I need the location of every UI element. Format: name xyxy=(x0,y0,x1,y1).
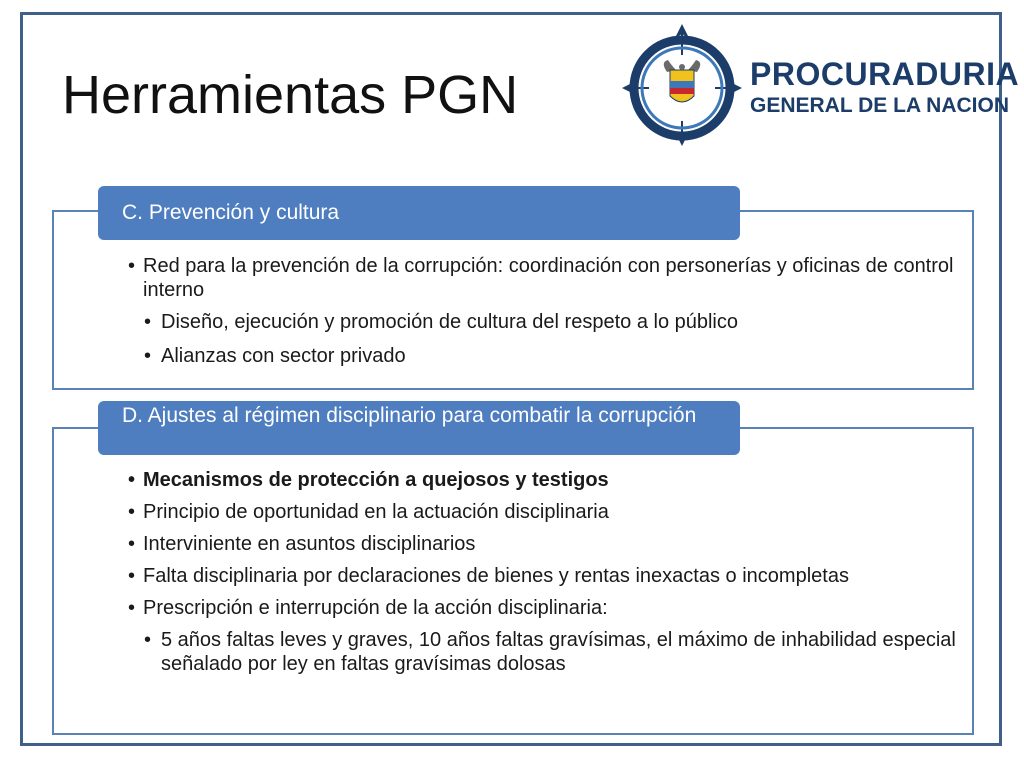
section-c-header: C. Prevención y cultura xyxy=(98,186,740,240)
list-item: • 5 años faltas leves y graves, 10 años faltas gravísimas, el máximo de inhabilidad especial señalado por ley en faltas gravísimas dolosas xyxy=(110,628,960,676)
procuraduria-logo xyxy=(620,22,1020,148)
logo-line-2: GENERAL DE LA NACION xyxy=(750,94,1010,117)
slide-title: Herramientas PGN xyxy=(62,65,519,125)
list-item: • Red para la prevención de la corrupción: coordinación con personerías y oficinas de control interno xyxy=(110,254,960,302)
list-item: • Diseño, ejecución y promoción de cultura del respeto a lo público xyxy=(110,310,960,334)
list-item: • Mecanismos de protección a quejosos y testigos xyxy=(110,468,960,492)
list-item: • Falta disciplinaria por declaraciones de bienes y rentas inexactas o incompletas xyxy=(110,564,960,588)
list-item: • Interviniente en asuntos disciplinarios xyxy=(110,532,960,556)
section-d-list xyxy=(110,468,960,676)
list-item: • Alianzas con sector privado xyxy=(110,344,960,368)
section-c-list xyxy=(110,254,960,368)
logo-wordmark xyxy=(750,58,1019,116)
compass-emblem-icon xyxy=(620,22,750,148)
section-d-header: D. Ajustes al régimen disciplinario para combatir la corrupción xyxy=(98,401,740,455)
list-item: • Prescripción e interrupción de la acción disciplinaria: xyxy=(110,596,960,620)
list-item: • Principio de oportunidad en la actuación disciplinaria xyxy=(110,500,960,524)
logo-line-1: PROCURADURIA xyxy=(750,56,1020,92)
